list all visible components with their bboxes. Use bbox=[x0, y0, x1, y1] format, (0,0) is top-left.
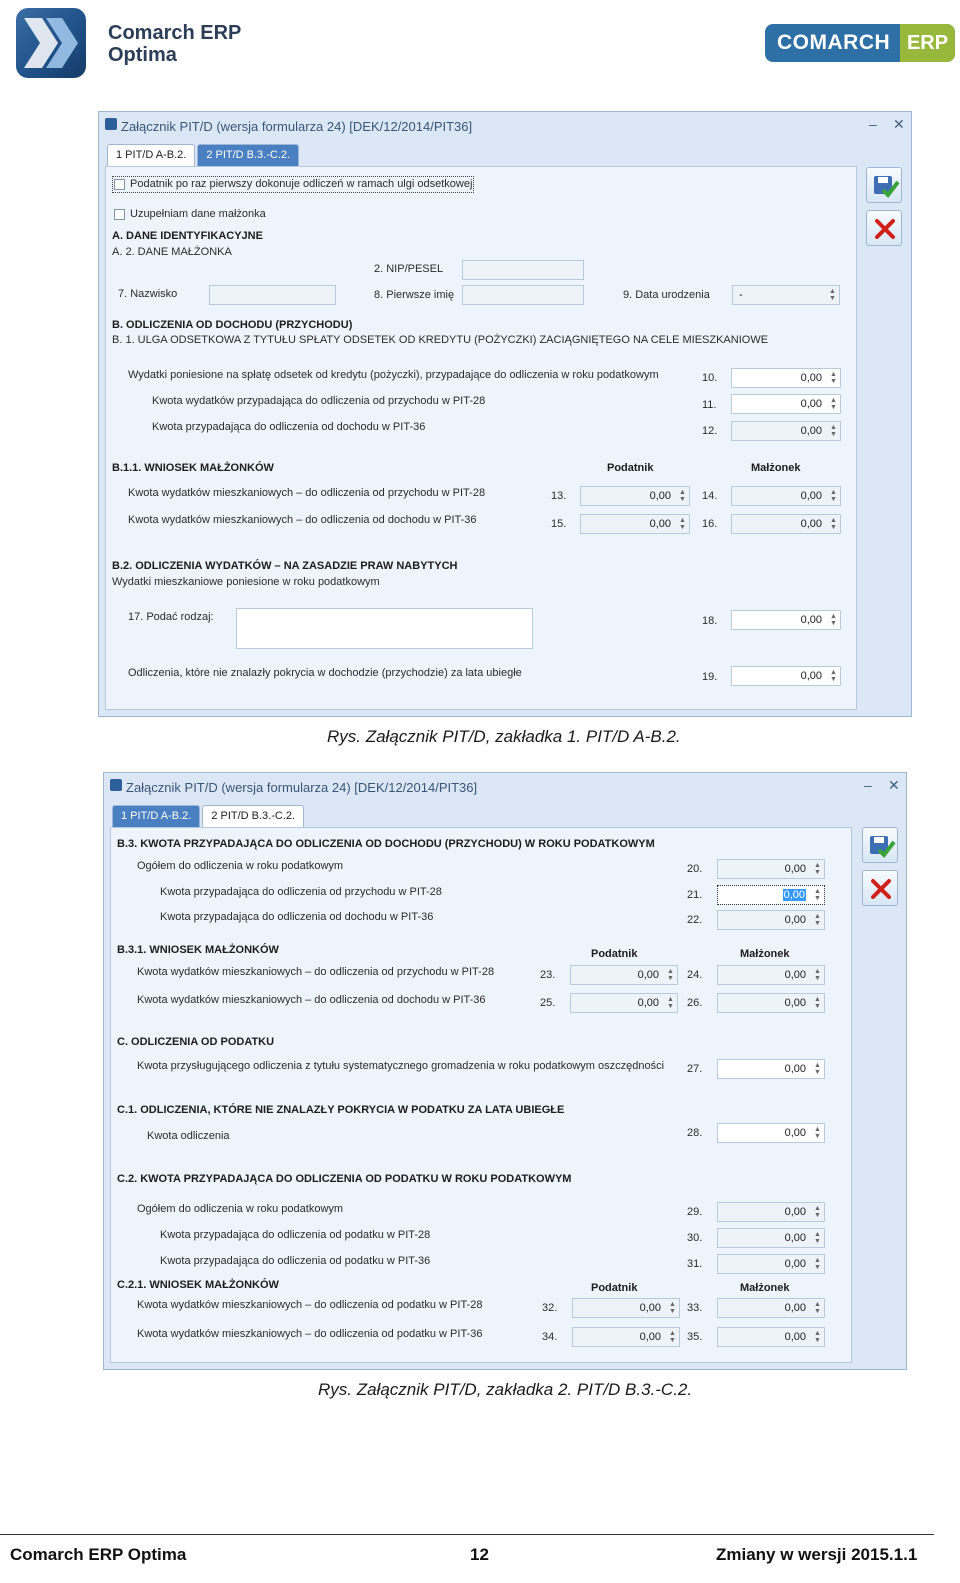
section-c21: C.2.1. WNIOSEK MAŁŻONKÓW bbox=[117, 1279, 279, 1291]
section-c2: C.2. KWOTA PRZYPADAJĄCA DO ODLICZENIA OD PODATKU W ROKU PODATKOWYM bbox=[117, 1173, 572, 1185]
label-row21: Kwota przypadająca do odliczenia od przychodu w PIT-28 bbox=[160, 886, 442, 898]
label-row29: Ogółem do odliczenia w roku podatkowym bbox=[137, 1203, 344, 1215]
field-13[interactable]: 0,00 ▲ ▼ bbox=[580, 486, 690, 506]
num-15: 15. bbox=[551, 518, 567, 530]
field-34[interactable]: 0,00 ▲ ▼ bbox=[572, 1327, 680, 1347]
label-row27: Kwota przysługującego odliczenia z tytułu systematycznego gromadzenia w roku podatkowym oszczędności bbox=[137, 1060, 665, 1072]
label-row10: Wydatki poniesione na spłatę odsetek od kredytu (pożyczki), przypadające do odliczenia w roku podatkowym bbox=[128, 369, 659, 381]
spin-icon[interactable]: ▲ ▼ bbox=[669, 1301, 676, 1315]
checkbox-first-time[interactable] bbox=[114, 179, 125, 190]
field-19[interactable]: 0,00 ▲ ▼ bbox=[731, 666, 841, 686]
num-12: 12. bbox=[702, 425, 718, 437]
field-25[interactable]: 0,00 ▲ ▼ bbox=[570, 993, 678, 1013]
num-28: 28. bbox=[687, 1127, 703, 1139]
section-b2: B.2. ODLICZENIA WYDATKÓW – NA ZASADZIE PRAW NABYTYCH bbox=[112, 560, 458, 572]
num-26: 26. bbox=[687, 997, 703, 1009]
spin-icon[interactable]: ▲ ▼ bbox=[814, 1062, 821, 1076]
num-20: 20. bbox=[687, 863, 703, 875]
firstname-field[interactable] bbox=[462, 285, 584, 305]
spin-icon[interactable]: ▲ ▼ bbox=[814, 1126, 821, 1140]
spin-icon[interactable]: ▲ ▼ bbox=[669, 1330, 676, 1344]
save-button[interactable] bbox=[866, 167, 902, 203]
field-12[interactable]: 0,00 ▲ ▼ bbox=[731, 421, 841, 441]
field-21[interactable]: 0,00 ▲ ▼ bbox=[717, 885, 825, 905]
spin-icon[interactable]: ▲ ▼ bbox=[667, 996, 674, 1010]
field-29[interactable]: 0,00 ▲ ▼ bbox=[717, 1202, 825, 1222]
section-a: A. DANE IDENTYFIKACYJNE bbox=[112, 230, 263, 242]
birthdate-field[interactable] bbox=[732, 285, 840, 305]
comarch-erp-logo bbox=[765, 24, 955, 62]
num-29: 29. bbox=[687, 1206, 703, 1218]
spin-icon[interactable]: ▲ ▼ bbox=[830, 397, 837, 411]
pitd-window-tab2 bbox=[103, 772, 907, 1370]
tab-pitd-a-b2[interactable]: 1 PIT/D A-B.2. bbox=[107, 144, 195, 166]
label-row23: Kwota wydatków mieszkaniowych – do odliczenia od przychodu w PIT-28 bbox=[137, 966, 495, 978]
label-row25: Kwota wydatków mieszkaniowych – do odliczenia od dochodu w PIT-36 bbox=[137, 994, 486, 1006]
label-row30: Kwota przypadająca do odliczenia od podatku w PIT-28 bbox=[160, 1229, 431, 1241]
col-taxpayer: Podatnik bbox=[607, 462, 654, 474]
section-c1: C.1. ODLICZENIA, KTÓRE NIE ZNALAZŁY POKRYCIA W PODATKU ZA LATA UBIEGŁE bbox=[117, 1104, 565, 1116]
section-b: B. ODLICZENIA OD DOCHODU (PRZYCHODU) bbox=[112, 319, 353, 331]
tab-pitd-b3-c2[interactable]: 2 PIT/D B.3.-C.2. bbox=[202, 805, 304, 827]
spin-icon[interactable]: ▲ ▼ bbox=[814, 1330, 821, 1344]
num-11: 11. bbox=[702, 399, 717, 411]
spin-icon[interactable]: ▲ ▼ bbox=[679, 517, 686, 531]
kind-textarea[interactable] bbox=[236, 608, 533, 649]
tab-pitd-a-b2[interactable]: 1 PIT/D A-B.2. bbox=[112, 805, 200, 827]
field-10[interactable]: 0,00 ▲ ▼ bbox=[731, 368, 841, 388]
section-b11: B.1.1. WNIOSEK MAŁŻONKÓW bbox=[112, 462, 274, 474]
spin-icon[interactable]: ▲ ▼ bbox=[814, 968, 821, 982]
num-13: 13. bbox=[551, 490, 567, 502]
logo-text-line1: Comarch ERP bbox=[108, 22, 242, 44]
field-16[interactable]: 0,00 ▲ ▼ bbox=[731, 514, 841, 534]
label-first-time: Podatnik po raz pierwszy dokonuje odliczeń w ramach ulgi odsetkowej bbox=[130, 178, 473, 190]
spin-icon[interactable]: ▲ ▼ bbox=[830, 489, 837, 503]
label-surname: 7. Nazwisko bbox=[118, 288, 178, 300]
footer-page-number: 12 bbox=[470, 1545, 489, 1564]
section-b31: B.3.1. WNIOSEK MAŁŻONKÓW bbox=[117, 944, 279, 956]
section-b1: B. 1. ULGA ODSETKOWA Z TYTUŁU SPŁATY ODSETEK OD KREDYTU (POŻYCZKI) ZACIĄGNIĘTEGO NA CELE MIESZKANIOWE bbox=[112, 334, 769, 346]
birthdate-value: - bbox=[739, 289, 743, 301]
spin-icon[interactable]: ▲ ▼ bbox=[814, 1205, 821, 1219]
field-24[interactable]: 0,00 ▲ ▼ bbox=[717, 965, 825, 985]
brand-erp: ERP bbox=[900, 24, 955, 62]
label-row11: Kwota wydatków przypadająca do odliczenia od przychodu w PIT-28 bbox=[152, 395, 486, 407]
label-row34: Kwota wydatków mieszkaniowych – do odliczenia od podatku w PIT-36 bbox=[137, 1328, 483, 1340]
save-icon bbox=[863, 828, 899, 864]
col-taxpayer: Podatnik bbox=[591, 948, 638, 960]
field-33[interactable]: 0,00 ▲ ▼ bbox=[717, 1298, 825, 1318]
cancel-icon bbox=[863, 871, 899, 907]
spin-icon[interactable]: ▲ ▼ bbox=[830, 613, 837, 627]
close-icon[interactable]: ✕ bbox=[888, 777, 900, 793]
section-a2: A. 2. DANE MAŁŻONKA bbox=[112, 246, 232, 258]
col-spouse: Małżonek bbox=[740, 948, 790, 960]
cancel-button[interactable] bbox=[866, 210, 902, 246]
save-button[interactable] bbox=[862, 827, 898, 863]
num-30: 30. bbox=[687, 1232, 703, 1244]
field-27[interactable]: 0,00 ▲ ▼ bbox=[717, 1059, 825, 1079]
num-19: 19. bbox=[702, 671, 718, 683]
num-10: 10. bbox=[702, 372, 718, 384]
label-row31: Kwota przypadająca do odliczenia od podatku w PIT-36 bbox=[160, 1255, 431, 1267]
spin-icon[interactable]: ▲ ▼ bbox=[814, 1257, 821, 1271]
section-b2-sub: Wydatki mieszkaniowe poniesione w roku podatkowym bbox=[112, 576, 380, 588]
field-20[interactable]: 0,00 ▲ ▼ bbox=[717, 859, 825, 879]
section-b3: B.3. KWOTA PRZYPADAJĄCA DO ODLICZENIA OD DOCHODU (PRZYCHODU) W ROKU PODATKOWYM bbox=[117, 838, 655, 850]
tab-bar bbox=[107, 144, 301, 166]
num-18: 18. bbox=[702, 615, 718, 627]
checkbox-spouse[interactable] bbox=[114, 209, 125, 220]
optima-logo-mark-icon bbox=[16, 8, 86, 78]
field-32[interactable]: 0,00 ▲ ▼ bbox=[572, 1298, 680, 1318]
spin-icon[interactable]: ▲ ▼ bbox=[830, 424, 837, 438]
num-35: 35. bbox=[687, 1331, 703, 1343]
spin-icon[interactable]: ▲ ▼ bbox=[830, 371, 837, 385]
field-30[interactable]: 0,00 ▲ ▼ bbox=[717, 1228, 825, 1248]
spin-icon[interactable]: ▲ ▼ bbox=[814, 1301, 821, 1315]
app-icon bbox=[110, 779, 122, 791]
spin-icon[interactable]: ▲ ▼ bbox=[814, 888, 821, 902]
field-31[interactable]: 0,00 ▲ ▼ bbox=[717, 1254, 825, 1274]
label-spouse: Uzupełniam dane małżonka bbox=[130, 208, 266, 220]
spin-icon[interactable]: ▲ ▼ bbox=[679, 489, 686, 503]
field-26[interactable]: 0,00 ▲ ▼ bbox=[717, 993, 825, 1013]
section-c: C. ODLICZENIA OD PODATKU bbox=[117, 1036, 275, 1048]
spin-icon[interactable]: ▲ ▼ bbox=[814, 996, 821, 1010]
tab-bar bbox=[112, 805, 306, 827]
minimize-icon[interactable]: – bbox=[869, 116, 877, 132]
label-row20: Ogółem do odliczenia w roku podatkowym bbox=[137, 860, 344, 872]
num-34: 34. bbox=[542, 1331, 558, 1343]
field-11[interactable]: 0,00 ▲ ▼ bbox=[731, 394, 841, 414]
spin-icon[interactable]: ▲ ▼ bbox=[814, 913, 821, 927]
save-icon bbox=[867, 168, 903, 204]
num-16: 16. bbox=[702, 518, 718, 530]
pitd-window-tab1 bbox=[98, 111, 912, 717]
num-23: 23. bbox=[540, 969, 556, 981]
field-28[interactable]: 0,00 ▲ ▼ bbox=[717, 1123, 825, 1143]
col-taxpayer: Podatnik bbox=[591, 1282, 638, 1294]
label-nip: 2. NIP/PESEL bbox=[374, 263, 444, 275]
label-row22: Kwota przypadająca do odliczenia od dochodu w PIT-36 bbox=[160, 911, 434, 923]
caption-1: Rys. Załącznik PIT/D, zakładka 1. PIT/D A-B.2. bbox=[327, 727, 681, 746]
label-row17: 17. Podać rodzaj: bbox=[128, 611, 214, 623]
col-spouse: Małżonek bbox=[751, 462, 801, 474]
field-23[interactable]: 0,00 ▲ ▼ bbox=[570, 965, 678, 985]
col-spouse: Małżonek bbox=[740, 1282, 790, 1294]
field-22[interactable]: 0,00 ▲ ▼ bbox=[717, 910, 825, 930]
field-18[interactable]: 0,00 ▲ ▼ bbox=[731, 610, 841, 630]
label-row15: Kwota wydatków mieszkaniowych – do odliczenia od dochodu w PIT-36 bbox=[128, 514, 477, 526]
cancel-icon bbox=[867, 211, 903, 247]
brand-comarch: COMARCH bbox=[777, 31, 891, 54]
tab-pitd-b3-c2[interactable]: 2 PIT/D B.3.-C.2. bbox=[197, 144, 299, 166]
comarch-erp-optima-logo bbox=[16, 8, 256, 80]
spin-icon[interactable]: ▲ ▼ bbox=[814, 862, 821, 876]
num-14: 14. bbox=[702, 490, 718, 502]
footer-right: Zmiany w wersji 2015.1.1 bbox=[716, 1545, 918, 1564]
num-24: 24. bbox=[687, 969, 703, 981]
spin-icon[interactable]: ▲ ▼ bbox=[814, 1231, 821, 1245]
form-panel bbox=[105, 166, 857, 710]
num-25: 25. bbox=[540, 997, 556, 1009]
field-35[interactable]: 0,00 ▲ ▼ bbox=[717, 1327, 825, 1347]
field-15[interactable]: 0,00 ▲ ▼ bbox=[580, 514, 690, 534]
num-22: 22. bbox=[687, 914, 703, 926]
num-21: 21. bbox=[687, 889, 703, 901]
window-title: Załącznik PIT/D (wersja formularza 24) [DEK/12/2014/PIT36] bbox=[121, 118, 473, 134]
footer-left: Comarch ERP Optima bbox=[10, 1545, 187, 1564]
footer-rule bbox=[0, 1534, 934, 1535]
caption-2: Rys. Załącznik PIT/D, zakładka 2. PIT/D B.3.-C.2. bbox=[318, 1380, 693, 1399]
surname-field[interactable] bbox=[209, 285, 336, 305]
label-row28: Kwota odliczenia bbox=[147, 1130, 230, 1142]
label-firstname: 8. Pierwsze imię bbox=[374, 289, 455, 301]
label-row13: Kwota wydatków mieszkaniowych – do odliczenia od przychodu w PIT-28 bbox=[128, 487, 486, 499]
nip-field[interactable] bbox=[462, 260, 584, 280]
num-33: 33. bbox=[687, 1302, 703, 1314]
spin-icon[interactable]: ▲ ▼ bbox=[830, 669, 837, 683]
cancel-button[interactable] bbox=[862, 870, 898, 906]
num-32: 32. bbox=[542, 1302, 558, 1314]
spin-icon[interactable]: ▲ ▼ bbox=[667, 968, 674, 982]
field-14[interactable]: 0,00 ▲ ▼ bbox=[731, 486, 841, 506]
logo-text-line2: Optima bbox=[108, 44, 177, 66]
app-icon bbox=[105, 118, 117, 130]
label-row32: Kwota wydatków mieszkaniowych – do odliczenia od podatku w PIT-28 bbox=[137, 1299, 483, 1311]
form-panel bbox=[110, 827, 852, 1363]
num-27: 27. bbox=[687, 1063, 703, 1075]
label-row12: Kwota przypadająca do odliczenia od dochodu w PIT-36 bbox=[152, 421, 426, 433]
spin-icon[interactable]: ▲ ▼ bbox=[830, 517, 837, 531]
spin-icon[interactable]: ▲ ▼ bbox=[829, 288, 836, 302]
num-31: 31. bbox=[687, 1258, 703, 1270]
minimize-icon[interactable]: – bbox=[864, 777, 872, 793]
close-icon[interactable]: ✕ bbox=[893, 116, 905, 132]
label-row19: Odliczenia, które nie znalazły pokrycia w dochodzie (przychodzie) za lata ubiegłe bbox=[128, 667, 522, 679]
window-title: Załącznik PIT/D (wersja formularza 24) [DEK/12/2014/PIT36] bbox=[126, 779, 478, 795]
label-birthdate: 9. Data urodzenia bbox=[623, 289, 710, 301]
